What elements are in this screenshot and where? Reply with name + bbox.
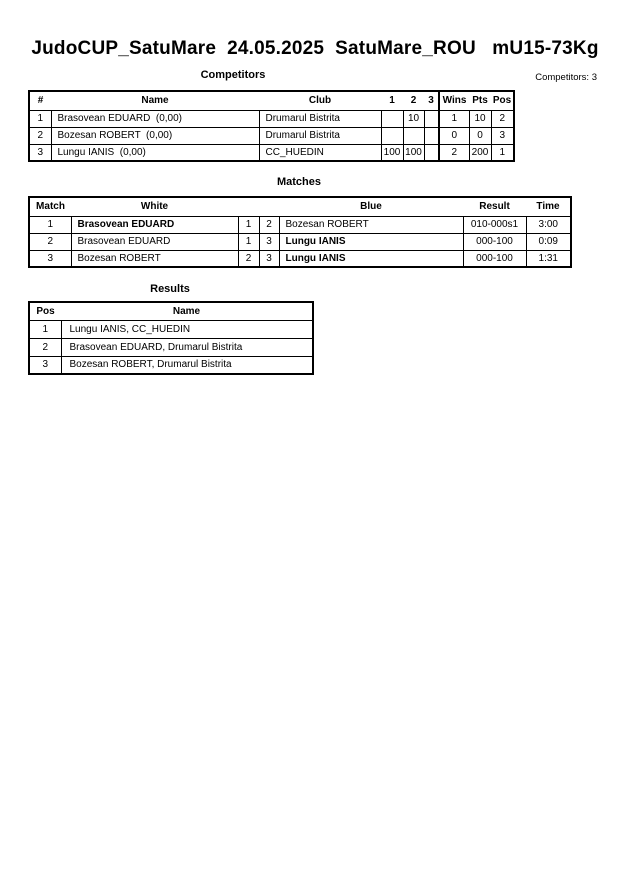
white-fighter-cell: Brasovean EDUARD: [71, 216, 238, 233]
time-cell: 0:09: [526, 233, 571, 250]
col-header-round-2: 2: [403, 91, 424, 110]
blue-seed-cell: 2: [259, 216, 279, 233]
match-row: [29, 250, 571, 267]
competitor-number-cell: 3: [29, 144, 51, 161]
white-seed-cell: 1: [238, 233, 259, 250]
result-row: [29, 320, 313, 338]
wins-cell: 2: [439, 144, 469, 161]
col-header-pos: Pos: [29, 302, 61, 320]
col-header-wins: Wins: [439, 91, 469, 110]
time-cell: 3:00: [526, 216, 571, 233]
col-header-blue: Blue: [279, 197, 463, 216]
matches-table: [28, 196, 572, 268]
competitor-number-cell: 2: [29, 127, 51, 144]
match-number-cell: 2: [29, 233, 71, 250]
competitor-row: [29, 127, 514, 144]
competitors-section-heading: Competitors: [200, 69, 266, 81]
blue-seed-cell: 3: [259, 233, 279, 250]
round-1-score-cell: 100: [381, 144, 403, 161]
white-seed-cell: 2: [238, 250, 259, 267]
match-number-cell: 3: [29, 250, 71, 267]
pts-cell: 0: [469, 127, 491, 144]
competitor-name-cell: Lungu IANIS (0,00): [51, 144, 259, 161]
col-header-time: Time: [526, 197, 571, 216]
result-name-cell: Brasovean EDUARD, Drumarul Bistrita: [61, 338, 313, 356]
result-row: [29, 338, 313, 356]
white-fighter-cell: Bozesan ROBERT: [71, 250, 238, 267]
col-header-pos: Pos: [491, 91, 514, 110]
competitor-row: [29, 144, 514, 161]
round-2-score-cell: [403, 127, 424, 144]
match-row: [29, 233, 571, 250]
pts-cell: 10: [469, 110, 491, 127]
col-header-match: Match: [29, 197, 71, 216]
pts-cell: 200: [469, 144, 491, 161]
round-3-score-cell: [424, 110, 439, 127]
matches-section-heading: Matches: [276, 176, 322, 188]
competitor-club-cell: Drumarul Bistrita: [259, 127, 381, 144]
result-cell: 010-000s1: [463, 216, 526, 233]
blue-fighter-cell: Bozesan ROBERT: [279, 216, 463, 233]
match-row: [29, 216, 571, 233]
result-pos-cell: 3: [29, 356, 61, 374]
result-cell: 000-100: [463, 233, 526, 250]
result-name-cell: Lungu IANIS, CC_HUEDIN: [61, 320, 313, 338]
competitor-row: [29, 110, 514, 127]
results-table: [28, 301, 314, 375]
result-cell: 000-100: [463, 250, 526, 267]
matches-header-row: [29, 197, 571, 216]
competitor-name-cell: Bozesan ROBERT (0,00): [51, 127, 259, 144]
col-header-pts: Pts: [469, 91, 491, 110]
col-header-name: Name: [51, 91, 259, 110]
competitor-number-cell: 1: [29, 110, 51, 127]
blue-fighter-cell: Lungu IANIS: [279, 233, 463, 250]
col-header-number: #: [29, 91, 51, 110]
result-row: [29, 356, 313, 374]
wins-cell: 0: [439, 127, 469, 144]
competitor-club-cell: Drumarul Bistrita: [259, 110, 381, 127]
col-header-round-1: 1: [381, 91, 403, 110]
round-1-score-cell: [381, 127, 403, 144]
white-fighter-cell: Brasovean EDUARD: [71, 233, 238, 250]
results-section-heading: Results: [150, 283, 190, 295]
col-header-blue-num: [259, 197, 279, 216]
result-pos-cell: 2: [29, 338, 61, 356]
competitors-count: Competitors: 3: [535, 72, 597, 83]
report-title: JudoCUP_SatuMare 24.05.2025 SatuMare_ROU mU15-73Kg: [31, 38, 599, 59]
round-2-score-cell: 10: [403, 110, 424, 127]
competitors-table: [28, 90, 515, 162]
col-header-result: Result: [463, 197, 526, 216]
blue-seed-cell: 3: [259, 250, 279, 267]
col-header-round-3: 3: [424, 91, 439, 110]
white-seed-cell: 1: [238, 216, 259, 233]
col-header-white-num: [238, 197, 259, 216]
col-header-club: Club: [259, 91, 381, 110]
result-name-cell: Bozesan ROBERT, Drumarul Bistrita: [61, 356, 313, 374]
competitor-club-cell: CC_HUEDIN: [259, 144, 381, 161]
round-3-score-cell: [424, 127, 439, 144]
wins-cell: 1: [439, 110, 469, 127]
match-number-cell: 1: [29, 216, 71, 233]
pos-cell: 3: [491, 127, 514, 144]
round-2-score-cell: 100: [403, 144, 424, 161]
competitor-name-cell: Brasovean EDUARD (0,00): [51, 110, 259, 127]
blue-fighter-cell: Lungu IANIS: [279, 250, 463, 267]
time-cell: 1:31: [526, 250, 571, 267]
round-3-score-cell: [424, 144, 439, 161]
results-header-row: [29, 302, 313, 320]
result-pos-cell: 1: [29, 320, 61, 338]
round-1-score-cell: [381, 110, 403, 127]
competitors-header-row: [29, 91, 514, 110]
pos-cell: 1: [491, 144, 514, 161]
col-header-name: Name: [61, 302, 313, 320]
pos-cell: 2: [491, 110, 514, 127]
col-header-white: White: [71, 197, 238, 216]
